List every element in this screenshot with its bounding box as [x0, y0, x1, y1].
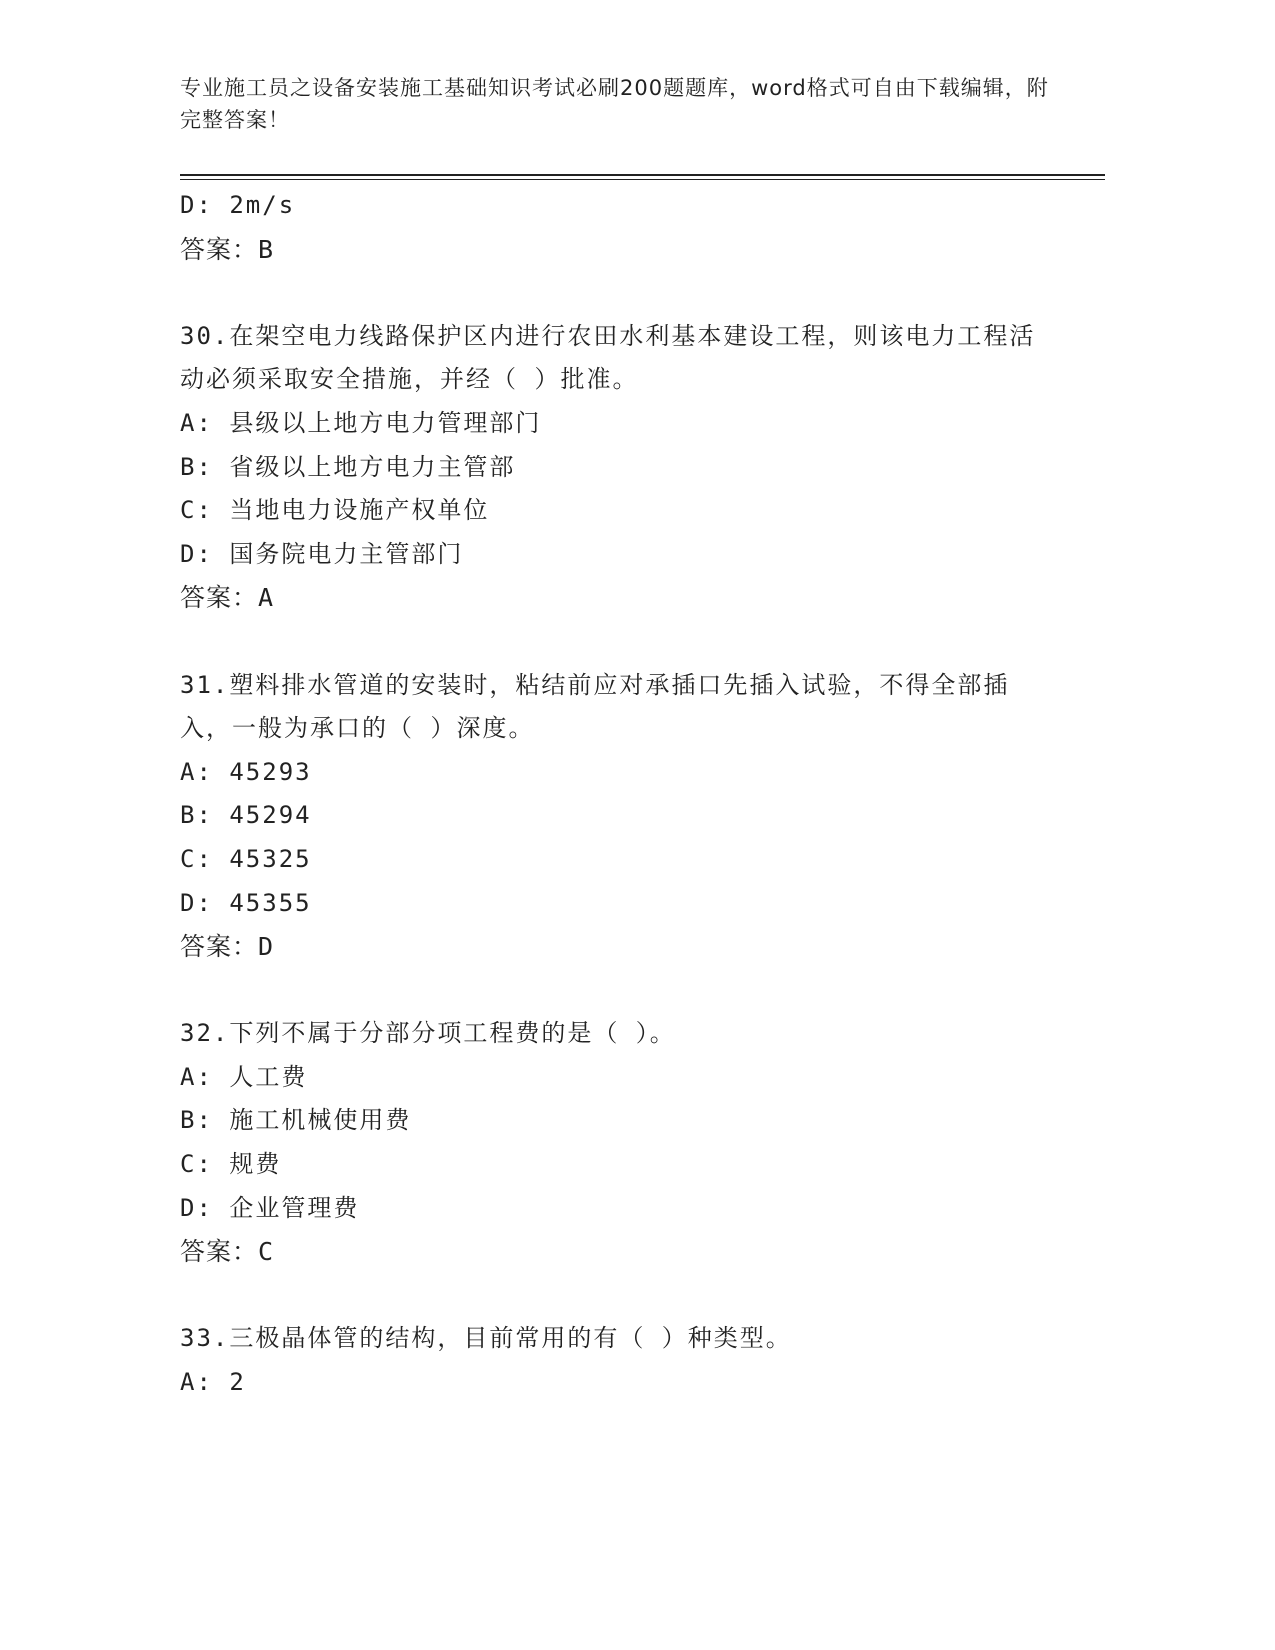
spacer: [180, 271, 1080, 315]
option-b: B: 施工机械使用费: [180, 1106, 412, 1135]
answer-label: 答案：: [180, 583, 259, 613]
spacer: [180, 1274, 1080, 1318]
header-divider: [180, 174, 1105, 180]
question-32: [180, 1012, 1080, 1274]
option-c: C: 45325: [180, 844, 312, 873]
answer-letter: D: [258, 932, 275, 962]
question-stem: 32.下列不属于分部分项工程费的是（ ）。: [180, 1019, 676, 1048]
question-stem: 33.三极晶体管的结构，目前常用的有（ ）种类型。: [180, 1324, 792, 1353]
option-b: B: 省级以上地方电力主管部: [180, 452, 516, 481]
question-stem: 30.在架空电力线路保护区内进行农田水利基本建设工程，则该电力工程活动必须采取安全措施，并经（ ）批准。: [180, 321, 1036, 394]
answer-letter: B: [258, 234, 275, 264]
document-body: [180, 184, 1080, 1405]
answer-letter: A: [258, 583, 275, 613]
option-d: D: 国务院电力主管部门: [180, 539, 464, 568]
question-answer: [180, 576, 1080, 620]
question-answer: [180, 1230, 1080, 1274]
question-stem: 31.塑料排水管道的安装时，粘结前应对承插口先插入试验，不得全部插入，一般为承口的（ ）深度。: [180, 670, 1010, 743]
spacer: [180, 620, 1080, 664]
option-c: C: 当地电力设施产权单位: [180, 496, 490, 525]
option-a: A: 2: [180, 1368, 246, 1397]
answer-label: 答案：: [180, 1237, 259, 1267]
answer-label: 答案：: [180, 234, 259, 264]
option-a: A: 县级以上地方电力管理部门: [180, 408, 542, 437]
option-d: D: 企业管理费: [180, 1193, 360, 1222]
option-a: A: 人工费: [180, 1062, 308, 1091]
question-answer: [180, 925, 1080, 969]
document-header: 专业施工员之设备安装施工基础知识考试必刷200题题库，word格式可自由下载编辑，附完整答案！: [180, 76, 1049, 132]
answer-label: 答案：: [180, 932, 259, 962]
spacer: [180, 969, 1080, 1013]
answer-letter: C: [258, 1237, 275, 1267]
prev-question-option-d: D: 2m/s: [180, 191, 296, 219]
prev-question-answer: [180, 228, 1080, 272]
question-33: [180, 1317, 1080, 1404]
question-31: [180, 664, 1080, 969]
option-c: C: 规费: [180, 1150, 282, 1179]
option-d: D: 45355: [180, 888, 312, 917]
option-b: B: 45294: [180, 801, 312, 830]
question-30: [180, 315, 1080, 620]
option-a: A: 45293: [180, 757, 312, 786]
